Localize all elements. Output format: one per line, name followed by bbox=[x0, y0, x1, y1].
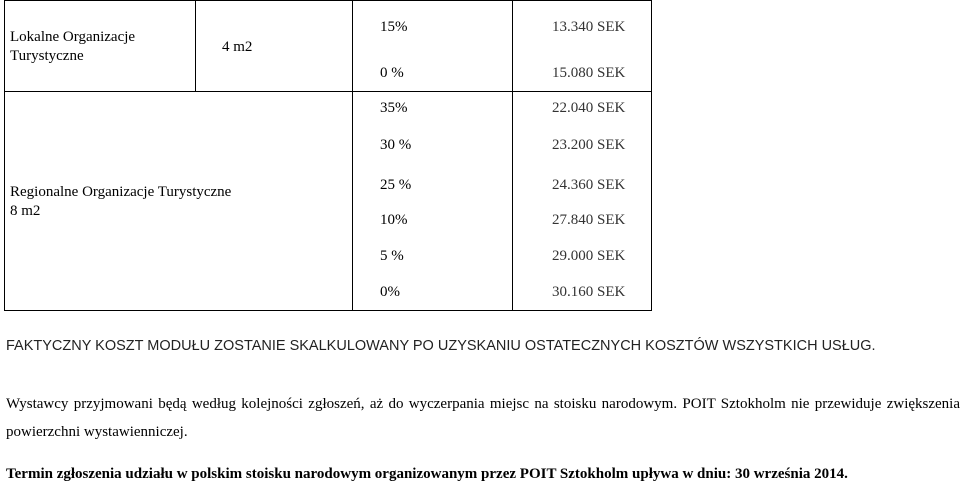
admission-paragraph: Wystawcy przyjmowani będą według kolejności zgłoszeń, aż do wyczerpania miejsc na stoisku narodowym. POIT Sztokholm nie przewiduje zwiększenia powierzchni wystawienniczej. bbox=[6, 396, 960, 440]
discount-cell: 35% bbox=[380, 100, 408, 116]
table-border-top bbox=[4, 0, 652, 1]
price-cell: 15.080 SEK bbox=[552, 65, 626, 81]
discount-cell: 10% bbox=[380, 212, 408, 228]
price-cell: 29.000 SEK bbox=[552, 248, 626, 264]
table-border-right bbox=[651, 0, 652, 310]
table-border-bottom bbox=[4, 310, 652, 311]
group-area: 8 m2 bbox=[10, 203, 41, 219]
group-label: Regionalne Organizacje Turystyczne bbox=[10, 184, 232, 200]
discount-cell: 15% bbox=[380, 19, 408, 35]
table-divider-discount bbox=[352, 0, 353, 310]
price-cell: 27.840 SEK bbox=[552, 212, 626, 228]
discount-cell: 0% bbox=[380, 284, 400, 300]
price-cell: 22.040 SEK bbox=[552, 100, 626, 116]
group-label: Lokalne Organizacje Turystyczne bbox=[10, 29, 136, 64]
table-divider-price bbox=[512, 0, 513, 310]
price-cell: 24.360 SEK bbox=[552, 177, 626, 193]
discount-cell: 25 % bbox=[380, 177, 412, 193]
table-divider-group bbox=[4, 91, 652, 92]
discount-cell: 30 % bbox=[380, 137, 412, 153]
price-cell: 30.160 SEK bbox=[552, 284, 626, 300]
discount-cell: 5 % bbox=[380, 248, 404, 264]
discount-cell: 0 % bbox=[380, 65, 404, 81]
table-divider-area-1 bbox=[195, 0, 196, 91]
price-cell: 23.200 SEK bbox=[552, 137, 626, 153]
cost-notice: FAKTYCZNY KOSZT MODUŁU ZOSTANIE SKALKULOWANY PO UZYSKANIU OSTATECZNYCH KOSZTÓW WSZYSTKICH USŁUG. bbox=[6, 338, 876, 354]
group-area: 4 m2 bbox=[222, 39, 253, 55]
table-border-left bbox=[4, 0, 5, 310]
price-cell: 13.340 SEK bbox=[552, 19, 626, 35]
deadline-paragraph: Termin zgłoszenia udziału w polskim stoisku narodowym organizowanym przez POIT Sztokholm upływa w dniu: 30 września 2014. bbox=[6, 466, 848, 482]
